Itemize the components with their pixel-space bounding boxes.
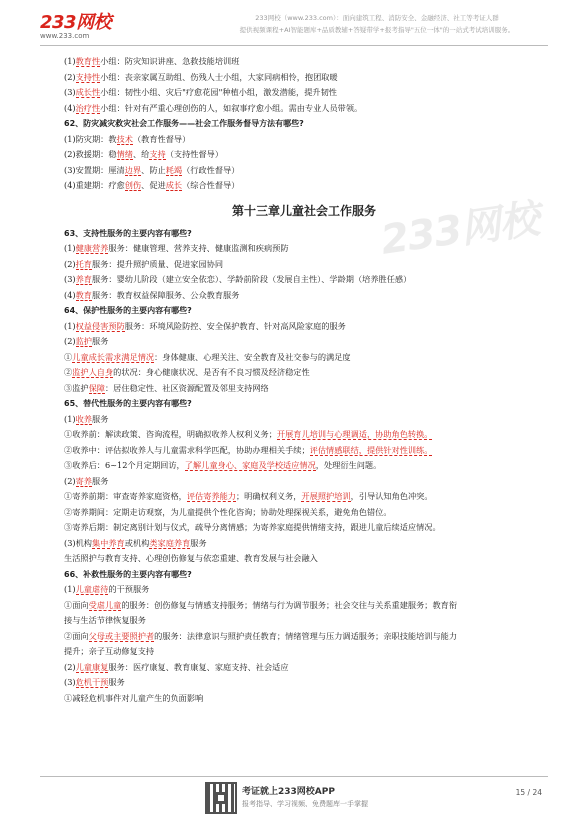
text-line: ①面向受虐儿童的服务：创伤修复与情感支持服务；情绪与行为调节服务；社会交往与关系重建服务；教育衔 <box>64 599 458 610</box>
text-line: (3)危机干预服务 <box>64 677 125 687</box>
text-line: (1)收养服务 <box>64 413 109 424</box>
text-line: ①减轻危机事件对儿童产生的负面影响 <box>64 692 204 703</box>
tagline-line-2: 提供视频课程+AI智能题库+品质教辅+答疑带学+报考指导"五位一体"的一站式考试培训服务。 <box>239 26 515 34</box>
page-header <box>0 0 588 48</box>
question-heading: 64、保护性服务的主要内容有哪些? <box>64 306 192 315</box>
question-heading: 65、替代性服务的主要内容有哪些? <box>64 399 192 408</box>
text-line: 提升；亲子互动修复支持 <box>64 646 155 656</box>
question-heading: 66、补救性服务的主要内容有哪些? <box>64 569 192 579</box>
footer-divider <box>40 776 548 777</box>
text-line: ②监护人自身的状况：身心健康状况、是否有不良习惯及经济稳定性 <box>64 367 310 377</box>
watermark: 233网校 <box>378 196 542 264</box>
text-line: (2)监护服务 <box>64 336 109 346</box>
text-line: ②面向父母或主要照护者的服务：法律意识与照护责任教育；情绪管理与压力调适服务；亲职技能培训与能力 <box>64 630 458 641</box>
text-line: ①寄养前期：审查寄养家庭资格，评估寄养能力；明确权利义务，开展照护培训，引导认知角色冲突。 <box>64 491 433 501</box>
text-line: (2)寄养服务 <box>64 475 109 486</box>
text-line: ③监护保障：居住稳定性、社区资源配置及邻里支持网络 <box>64 382 269 393</box>
text-line: (1)健康营养服务：健康管理、营养支持、健康监测和疾病预防 <box>64 243 289 253</box>
text-line: (1)防灾期：教技术（教育性督导） <box>64 133 191 144</box>
text-line: ②寄养期间：定期走访观察，为儿童提供个性化咨询；协助处理探视关系，避免角色错位。 <box>64 506 392 517</box>
logo-url: www.233.com <box>40 32 90 40</box>
text-line: (2)支持性小组：丧亲家属互助组、伤残人士小组，大家同病相怜，抱团取暖 <box>64 71 338 82</box>
footer-main-text: 考证就上233网校APP <box>242 787 335 797</box>
text-line: ③收养后：6~12个月定期回访，了解儿童身心、家庭及学校适应情况，处理衍生问题。 <box>64 460 382 470</box>
text-line: (3)机构集中养育或机构类家庭养育服务 <box>64 537 207 548</box>
text-line: (3)成长性小组：韧性小组、灾后"疗愈花园"种植小组，激发潜能，提升韧性 <box>64 87 337 97</box>
question-heading: 62、防灾减灾救灾社会工作服务——社会工作服务督导方法有哪些? <box>64 119 304 128</box>
text-line: ①儿童成长需求满足情况：身体健康、心理关注、安全教育及社交参与的满足度 <box>64 351 351 362</box>
brand-logo <box>40 8 111 40</box>
page-footer <box>0 776 588 837</box>
chapter-title: 第十三章儿童社会工作服务 <box>231 203 376 218</box>
text-line: ③寄养后期：制定离别计划与仪式，疏导分离情感；为寄养家庭提供情绪支持，跟进儿童后续适应情况。 <box>64 522 441 532</box>
text-line: (1)权益侵害预防服务：环境风险防控、安全保护教育、针对高风险家庭的服务 <box>64 320 346 331</box>
text-line: (2)儿童康复服务：医疗康复、教育康复、家庭支持、社会适应 <box>64 661 289 672</box>
question-heading: 63、支持性服务的主要内容有哪些? <box>64 228 192 238</box>
text-line: ①收养前：解读政策、咨询流程，明确拟收养人权利义务；开展育儿培训与心理调适，协助角色转换。 <box>64 429 433 439</box>
text-line: (4)治疗性小组：针对有严重心理创伤的人，如叙事疗愈小组。需由专业人员带领。 <box>64 102 363 113</box>
text-line: (2)托育服务：提升照护质量、促进家园协同 <box>64 258 224 269</box>
text-line: (1)儿童虐待的干预服务 <box>64 584 150 594</box>
text-line: 接与生活节律恢复服务 <box>64 615 146 625</box>
header-divider <box>40 45 548 46</box>
text-line: (1)教育性小组：防灾知识讲座、急救技能培训班 <box>64 56 240 66</box>
qr-code-icon[interactable] <box>205 782 237 814</box>
text-line: (3)养育服务：婴幼儿阶段（建立安全依恋）、学龄前阶段（发展自主性）、学龄期（培养胜任感） <box>64 274 412 284</box>
tagline-line-1: 233网校（www.233.com）：面向建筑工程、消防安全、金融经济、社工等考证人群 <box>255 14 499 22</box>
text-line: ②收养中：评估拟收养人与儿童需求科学匹配，协助办理相关手续；评估情感联结，提供针对性训练。 <box>64 444 433 455</box>
text-line: (4)重建期：疗愈创伤、促进成长（综合性督导） <box>64 180 240 190</box>
document-body <box>64 54 544 706</box>
text-line: (3)安置期：厘清边界、防止耗竭（行政性督导） <box>64 164 240 175</box>
header-tagline <box>212 12 542 36</box>
footer-sub-text: 报考指导、学习视频、免费题库一手掌握 <box>242 800 368 808</box>
text-line: (2)救援期：稳情绪、给支持（支持性督导） <box>64 149 224 159</box>
footer-promo <box>242 784 368 809</box>
text-line: (4)教育服务：教育权益保障服务、公众教育服务 <box>64 289 240 300</box>
logo-text: 233网校 <box>40 12 112 33</box>
page-number: 15 / 24 <box>515 788 542 797</box>
text-line: 生活照护与教育支持、心理创伤修复与依恋重建、教育发展与社会融入 <box>64 553 318 563</box>
